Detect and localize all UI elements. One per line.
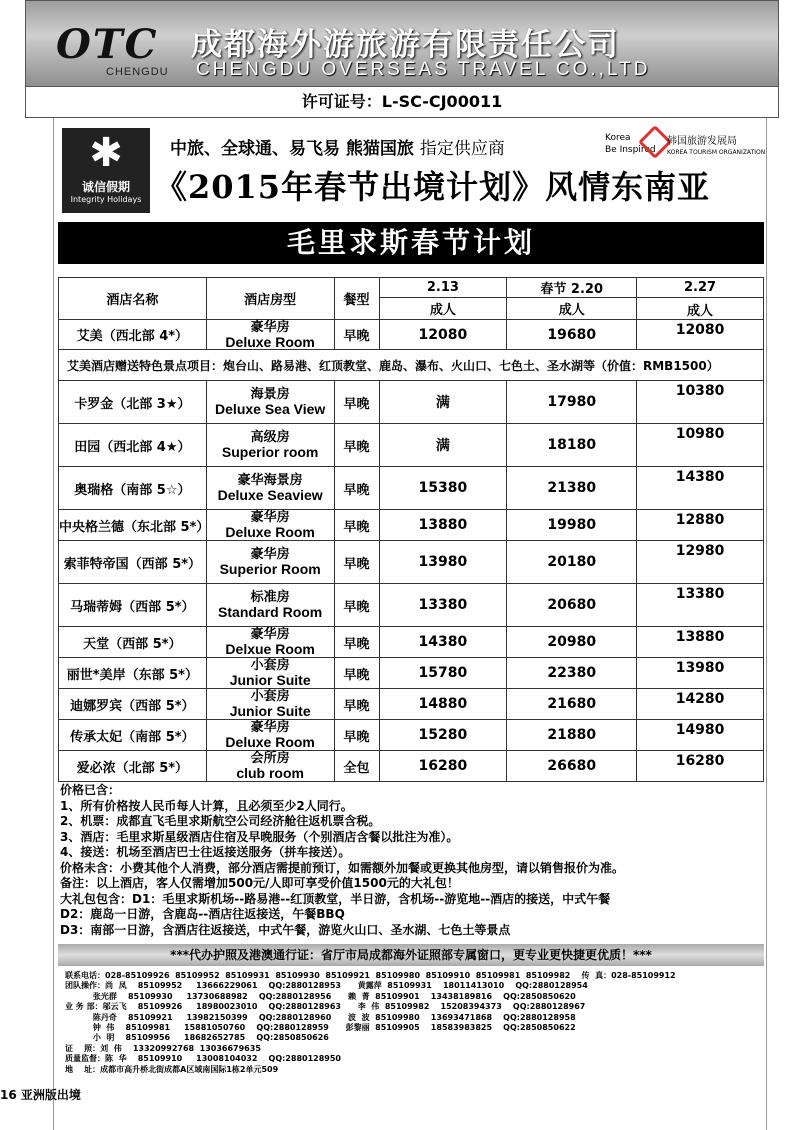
room-type: 海景房 Deluxe Sea View bbox=[206, 381, 334, 424]
table-row bbox=[59, 320, 764, 350]
note-line: 3、酒店：毛里求斯星级酒店住宿及早晚服务（个别酒店含餐以批注为准）。 bbox=[60, 829, 459, 844]
price-date-2: 18180 bbox=[507, 424, 637, 467]
room-type: 会所房 club room bbox=[206, 751, 334, 782]
price-date-2: 17980 bbox=[507, 381, 637, 424]
hotel-name: 中央格兰德（东北部 5*） bbox=[59, 510, 207, 541]
note-line: 大礼包包含：D1：毛里求斯机场--路易港--红顶教堂，半日游，含机场--游览地--酒店的接送，中式午餐 bbox=[60, 891, 611, 906]
meal-plan: 早晚 bbox=[334, 720, 379, 751]
brand-logo bbox=[62, 128, 150, 213]
header-room: 酒店房型 bbox=[206, 278, 334, 320]
meal-plan: 早晚 bbox=[334, 510, 379, 541]
contact-info bbox=[65, 971, 676, 1075]
price-date-2: 20180 bbox=[507, 541, 637, 584]
otc-logo: OTC bbox=[56, 21, 159, 68]
price-date-3: 13880 bbox=[637, 627, 764, 658]
room-type: 豪华房 Superior Room bbox=[206, 541, 334, 584]
price-date-3: 16280 bbox=[637, 751, 764, 782]
room-type: 豪华房 Deluxe Room bbox=[206, 510, 334, 541]
meal-plan: 早晚 bbox=[334, 541, 379, 584]
page-footer: 16 亚洲版出境 bbox=[0, 1088, 81, 1102]
price-date-3: 14280 bbox=[637, 689, 764, 720]
gift-note: 艾美酒店赠送特色景点项目：炮台山、路易港、红顶教堂、鹿岛、瀑布、火山口、七色土、圣水湖等（价值：RMB1500） bbox=[59, 350, 764, 381]
price-date-2: 26680 bbox=[507, 751, 637, 782]
price-date-1: 14380 bbox=[379, 627, 507, 658]
table-row bbox=[59, 689, 764, 720]
meal-plan: 早晚 bbox=[334, 627, 379, 658]
price-date-3: 10380 bbox=[637, 381, 764, 424]
meal-plan: 早晚 bbox=[334, 689, 379, 720]
price-date-1: 15780 bbox=[379, 658, 507, 689]
hotel-name: 艾美（西北部 4*） bbox=[59, 320, 207, 350]
note-line: D2：鹿岛一日游，含鹿岛--酒店往返接送，午餐BBQ bbox=[60, 907, 345, 921]
partner-suffix: 指定供应商 bbox=[419, 139, 505, 159]
hotel-name: 奥瑞格（南部 5☆） bbox=[59, 467, 207, 510]
header-adult: 成人 bbox=[379, 298, 507, 320]
hotel-name: 索菲特帝国（西部 5*） bbox=[59, 541, 207, 584]
note-line: 4、接送：机场至酒店巴士往返接送服务（拼车接送）。 bbox=[60, 845, 351, 859]
meal-plan: 全包 bbox=[334, 751, 379, 782]
price-date-3: 14980 bbox=[637, 720, 764, 751]
table-row bbox=[59, 658, 764, 689]
price-date-1: 满 bbox=[379, 381, 507, 424]
price-date-1: 满 bbox=[379, 424, 507, 467]
table-header-row bbox=[59, 278, 764, 298]
room-type: 豪华房 Deluxe Room bbox=[206, 720, 334, 751]
contact-line: 质量监督：陈 华 85109910 13008104032 QQ:2880128950 bbox=[65, 1054, 342, 1064]
header-date-3: 2.27 bbox=[637, 278, 764, 298]
company-header bbox=[25, 0, 779, 87]
meal-plan: 早晚 bbox=[334, 584, 379, 627]
hotel-name: 田园（西北部 4★） bbox=[59, 424, 207, 467]
contact-line: 证 照：刘 伟 13320992768 13036679635 bbox=[65, 1043, 261, 1053]
table-row bbox=[59, 510, 764, 541]
meal-plan: 早晚 bbox=[334, 424, 379, 467]
price-date-1: 12080 bbox=[379, 320, 507, 350]
price-date-1: 15380 bbox=[379, 467, 507, 510]
promo-title: 《2015年春节出境计划》风情东南亚 bbox=[155, 168, 711, 206]
price-date-3: 12880 bbox=[637, 510, 764, 541]
price-date-1: 16280 bbox=[379, 751, 507, 782]
contact-line: 张光群 85109930 13730688982 QQ:2880128956 赖 菁 85109901 13438189816 QQ:2850850620 bbox=[65, 991, 576, 1001]
license-number: 许可证号：L-SC-CJ00011 bbox=[25, 86, 779, 118]
note-line: 2、机票：成都直飞毛里求斯航空公司经济舱往返机票含税。 bbox=[60, 814, 381, 828]
room-type: 标准房 Standard Room bbox=[206, 584, 334, 627]
contact-line: 联系电话：028-85109926 85109952 85109931 85109930 85109921 85109980 85109910 85109981 85109982 传 真：028-85109912 bbox=[65, 971, 676, 980]
table-row bbox=[59, 381, 764, 424]
contact-line: 业 务 部：邬云飞 85109926 18980023010 QQ:2880128963 李 伟 85109982 15208394373 QQ:2880128967 bbox=[65, 1002, 586, 1012]
contact-line: 团队操作：尚 凤 85109952 13666229061 QQ:2880128953 黄露萍 85109931 18011413010 QQ:2880128954 bbox=[65, 981, 588, 991]
palm-leaf-icon: ✱ bbox=[89, 130, 123, 176]
room-type: 豪华房 Deluxe Room bbox=[206, 320, 334, 350]
price-date-1: 13980 bbox=[379, 541, 507, 584]
hotel-name: 传承太妃（南部 5*） bbox=[59, 720, 207, 751]
korea-slogan: Korea Be Inspired bbox=[605, 133, 656, 155]
price-date-1: 14880 bbox=[379, 689, 507, 720]
hotel-name: 卡罗金（北部 3★） bbox=[59, 381, 207, 424]
price-date-2: 21880 bbox=[507, 720, 637, 751]
service-banner: ***代办护照及港澳通行证：省厅市局成都海外证照部专属窗口，更专业更快捷更优质！*** bbox=[58, 944, 764, 966]
contact-line: 小 明 85109956 18682652785 QQ:2850850626 bbox=[65, 1033, 329, 1043]
price-date-3: 14380 bbox=[637, 467, 764, 510]
gift-note-row bbox=[59, 350, 764, 381]
price-date-3: 10980 bbox=[637, 424, 764, 467]
room-type: 高级房 Superior room bbox=[206, 424, 334, 467]
meal-plan: 早晚 bbox=[334, 320, 379, 350]
note-line: D3：南部一日游，含酒店往返接送，中式午餐，游览火山口、圣水湖、七色土等景点 bbox=[60, 922, 511, 937]
price-date-2: 22380 bbox=[507, 658, 637, 689]
partner-list bbox=[170, 134, 505, 159]
price-date-3: 12080 bbox=[637, 320, 764, 350]
table-row bbox=[59, 584, 764, 627]
table-row bbox=[59, 751, 764, 782]
hotel-name: 爱必浓（北部 5*） bbox=[59, 751, 207, 782]
header-date-1: 2.13 bbox=[379, 278, 507, 298]
table-row bbox=[59, 541, 764, 584]
price-date-2: 20680 bbox=[507, 584, 637, 627]
header-hotel: 酒店名称 bbox=[59, 278, 207, 320]
table-row bbox=[59, 424, 764, 467]
hotel-name: 丽世*美岸（东部 5*） bbox=[59, 658, 207, 689]
price-date-3: 13380 bbox=[637, 584, 764, 627]
price-table bbox=[58, 277, 764, 782]
room-type: 小套房 Junior Suite bbox=[206, 658, 334, 689]
note-line: 1、所有价格按人民币每人计算，且必须至少2人同行。 bbox=[60, 798, 353, 813]
korea-tourism-logo bbox=[605, 128, 785, 162]
partner-names: 中旅、全球通、易飞易 熊猫国旅 bbox=[170, 139, 414, 159]
header-adult: 成人 bbox=[507, 298, 637, 320]
hotel-name: 马瑞蒂姆（西部 5*） bbox=[59, 584, 207, 627]
price-date-1: 13380 bbox=[379, 584, 507, 627]
room-type: 豪华房 Delxue Room bbox=[206, 627, 334, 658]
note-line: 价格未含：小费其他个人消费，部分酒店需提前预订，如需额外加餐或更换其他房型，请以销售报价为准。 bbox=[60, 860, 625, 875]
price-date-2: 21680 bbox=[507, 689, 637, 720]
price-date-3: 13980 bbox=[637, 658, 764, 689]
price-date-2: 19680 bbox=[507, 320, 637, 350]
header-date-2: 春节 2.20 bbox=[507, 278, 637, 298]
price-date-2: 19980 bbox=[507, 510, 637, 541]
brand-name-cn: 诚信假期 bbox=[81, 180, 130, 194]
contact-line: 钟 伟 85109981 15881050760 QQ:2880128959 彭黎丽 85109905 18583983825 QQ:2850850622 bbox=[65, 1023, 576, 1033]
price-date-3: 12980 bbox=[637, 541, 764, 584]
hotel-rows bbox=[59, 381, 764, 782]
table-row bbox=[59, 720, 764, 751]
meal-plan: 早晚 bbox=[334, 381, 379, 424]
hotel-name: 迪娜罗宾（西部 5*） bbox=[59, 689, 207, 720]
contact-line: 地 址：成都市高升桥北街成都A区域南国际1栋2单元509 bbox=[65, 1064, 279, 1074]
meal-plan: 早晚 bbox=[334, 467, 379, 510]
price-date-2: 21380 bbox=[507, 467, 637, 510]
price-date-2: 20980 bbox=[507, 627, 637, 658]
note-line: 备注：以上酒店，客人仅需增加500元/人即可享受价值1500元的大礼包！ bbox=[60, 876, 459, 890]
note-line: 价格已含： bbox=[60, 783, 121, 797]
price-date-1: 13880 bbox=[379, 510, 507, 541]
room-type: 豪华海景房 Deluxe Seaview bbox=[206, 467, 334, 510]
header-adult: 成人 bbox=[637, 298, 764, 320]
company-name-cn: 成都海外游旅游有限责任公司 bbox=[191, 27, 620, 63]
company-name-en: CHENGDU OVERSEAS TRAVEL CO.,LTD bbox=[196, 59, 651, 80]
hotel-name: 天堂（西部 5*） bbox=[59, 627, 207, 658]
meal-plan: 早晚 bbox=[334, 658, 379, 689]
table-row bbox=[59, 467, 764, 510]
price-date-1: 15280 bbox=[379, 720, 507, 751]
header-meal: 餐型 bbox=[334, 278, 379, 320]
contact-line: 陈丹奇 85109921 13982150399 QQ:2880128960 波 波 85109980 13693471868 QQ:2880128958 bbox=[65, 1012, 576, 1022]
plan-title: 毛里求斯春节计划 bbox=[58, 222, 764, 264]
table-row bbox=[59, 627, 764, 658]
room-type: 小套房 Junior Suite bbox=[206, 689, 334, 720]
brand-name-en: Integrity Holidays bbox=[70, 195, 142, 204]
logo-city: CHENGDU bbox=[106, 66, 169, 78]
price-notes bbox=[60, 783, 760, 938]
kto-label: 韩国旅游发展局 KOREA TOURISM ORGANIZATION bbox=[667, 136, 766, 156]
